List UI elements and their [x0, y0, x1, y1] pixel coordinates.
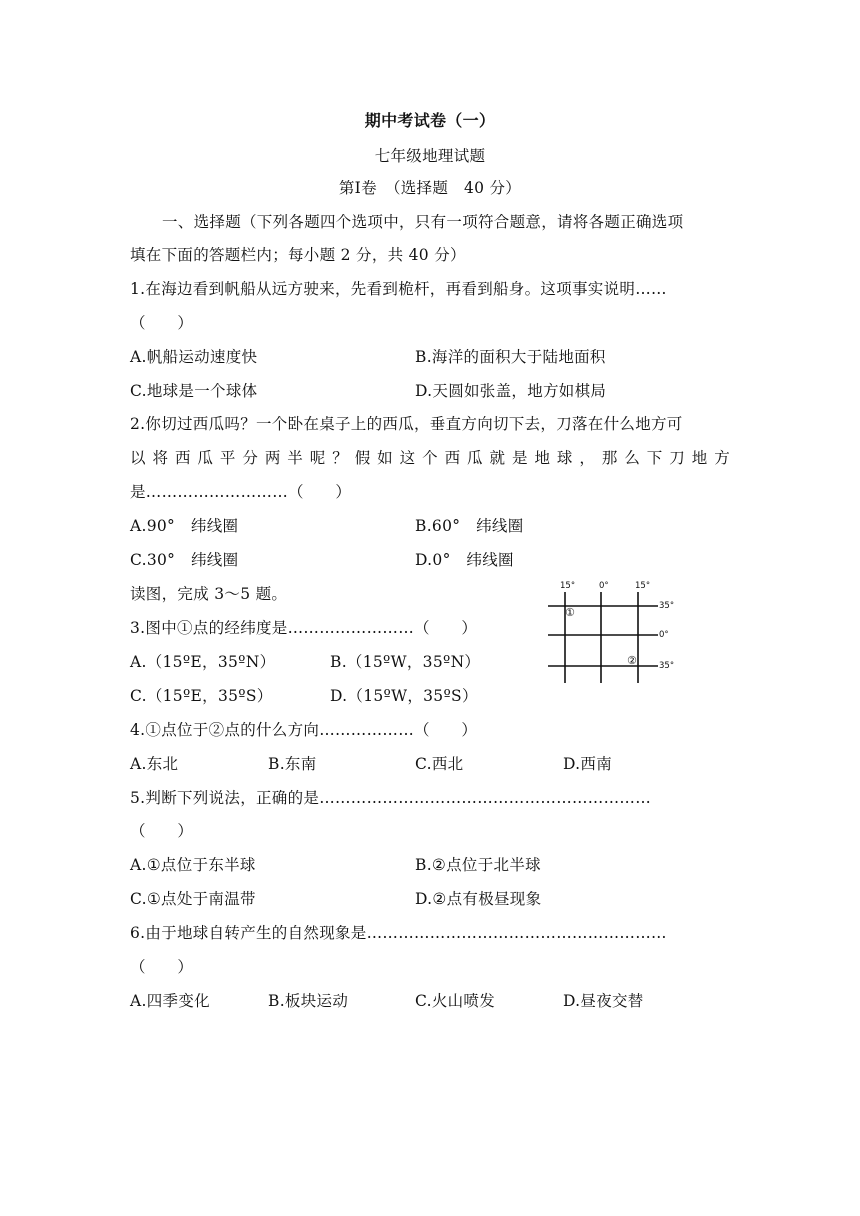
q1-option-a: A.帆船运动速度快 [130, 348, 258, 366]
q2-stem-line-3: 是………………………（ ） [130, 483, 352, 501]
q6-option-a: A.四季变化 [130, 992, 210, 1010]
read-figure-prompt: 读图，完成 3～5 题。 [130, 585, 288, 603]
q2-stem-line-1: 2.你切过西瓜吗？一个卧在桌子上的西瓜，垂直方向切下去，刀落在什么地方可 [130, 415, 683, 433]
q6-option-b: B.板块运动 [268, 992, 349, 1010]
q2-stem-line-2: 以将西瓜平分两半呢？假如这个西瓜就是地球，那么下刀地方 [130, 449, 730, 467]
grid-right-label-2: 0° [659, 630, 669, 640]
grid-right-label-3: 35° [659, 661, 675, 671]
q4-stem: 4.①点位于②点的什么方向………………（ ） [130, 721, 478, 739]
q3-option-c: C.（15ºE，35ºS） [130, 687, 273, 705]
q5-option-c: C.①点处于南温带 [130, 890, 256, 908]
q5-option-d: D.②点有极昼现象 [415, 890, 542, 908]
q3-stem: 3.图中①点的经纬度是……………………（ ） [130, 619, 478, 637]
grid-top-label-2: 0° [599, 581, 609, 591]
lat-lon-grid-figure [548, 580, 680, 684]
q4-option-d: D.西南 [563, 755, 613, 773]
q6-option-c: C.火山喷发 [415, 992, 496, 1010]
q2-option-a: A.90° 纬线圈 [130, 517, 239, 535]
q6-blank: （ ） [130, 958, 194, 976]
section-heading: 第Ⅰ卷 （选择题 40 分） [338, 179, 522, 197]
q1-stem: 1.在海边看到帆船从远方驶来，先看到桅杆，再看到船身。这项事实说明…… [130, 280, 667, 298]
q5-option-b: B.②点位于北半球 [415, 856, 541, 874]
q2-option-b: B.60° 纬线圈 [415, 517, 524, 535]
q2-option-c: C.30° 纬线圈 [130, 551, 239, 569]
q3-option-b: B.（15ºW，35ºN） [330, 653, 481, 671]
q1-option-d: D.天圆如张盖，地方如棋局 [415, 382, 607, 400]
q6-stem: 6.由于地球自转产生的自然现象是………………………………………………… [130, 924, 667, 942]
q5-option-a: A.①点位于东半球 [130, 856, 256, 874]
grid-top-label-3: 15° [635, 581, 651, 591]
q1-option-c: C.地球是一个球体 [130, 382, 258, 400]
q4-option-b: B.东南 [268, 755, 317, 773]
exam-title: 期中考试卷（一） [364, 111, 496, 130]
q5-stem: 5.判断下列说法，正确的是……………………………………………………… [130, 789, 651, 807]
instructions-line-1: 一、选择题（下列各题四个选项中，只有一项符合题意，请将各题正确选项 [162, 213, 684, 231]
q3-option-a: A.（15ºE，35ºN） [130, 653, 276, 671]
grid-top-label-1: 15° [560, 581, 576, 591]
q4-option-a: A.东北 [130, 755, 179, 773]
grid-point-1: ① [565, 606, 575, 619]
grid-point-2: ② [627, 654, 637, 667]
q3-option-d: D.（15ºW，35ºS） [330, 687, 478, 705]
q2-option-d: D.0° 纬线圈 [415, 551, 514, 569]
q4-option-c: C.西北 [415, 755, 464, 773]
q5-blank: （ ） [130, 822, 194, 840]
q1-blank: （ ） [130, 314, 194, 332]
instructions-line-2: 填在下面的答题栏内；每小题 2 分，共 40 分） [130, 246, 466, 264]
exam-subtitle: 七年级地理试题 [374, 147, 486, 165]
q6-option-d: D.昼夜交替 [563, 992, 644, 1010]
grid-right-label-1: 35° [659, 601, 675, 611]
q1-option-b: B.海洋的面积大于陆地面积 [415, 348, 606, 366]
